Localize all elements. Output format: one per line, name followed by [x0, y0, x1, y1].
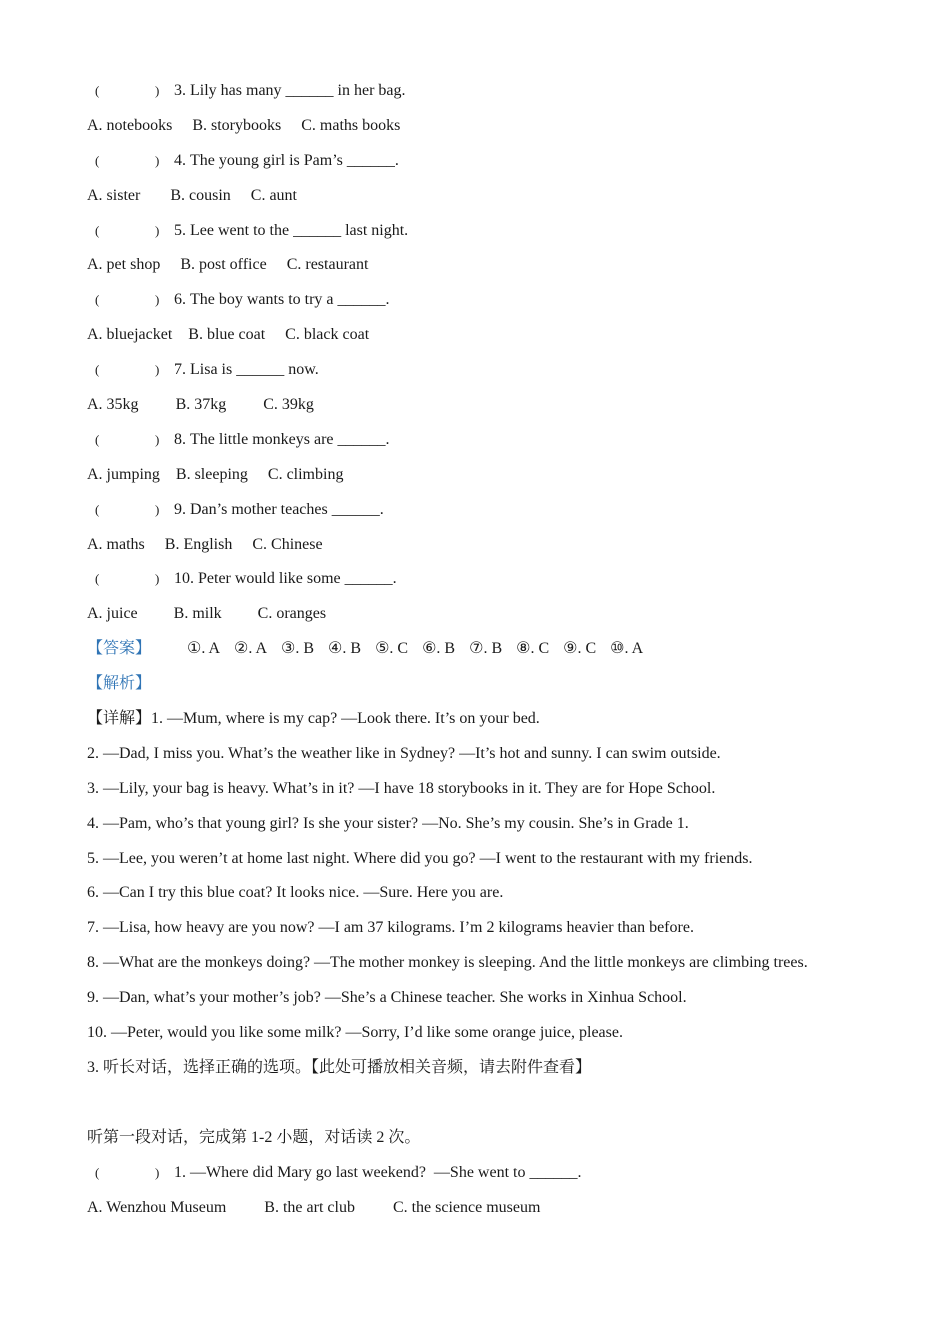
answer-parentheses: [87, 220, 174, 242]
option-a: A. Wenzhou Museum: [87, 1198, 227, 1216]
answer-item: ⑤. C: [375, 640, 409, 658]
paren-open: (: [95, 292, 100, 308]
paren-close: ): [155, 83, 160, 98]
answer-item: ⑦. B: [469, 640, 503, 658]
options-row: [87, 534, 887, 569]
answer-parentheses: [87, 150, 174, 172]
paren-close: ): [155, 571, 160, 587]
question-row: [87, 289, 887, 324]
option-b: B. blue coat: [188, 326, 266, 344]
options-row: [87, 603, 887, 638]
question-stem: Dan’s mother teaches ______.: [190, 500, 384, 518]
options-row: [87, 185, 887, 220]
option-a: A. jumping: [87, 465, 160, 483]
paren-close: ): [155, 292, 160, 308]
option-a: A. bluejacket: [87, 326, 173, 344]
detail-line: 2. —Dad, I miss you. What’s the weather like in Sydney? —It’s hot and sunny. I can swim outside.: [87, 744, 721, 762]
option-b: B. milk: [173, 605, 222, 623]
document-page: [87, 80, 887, 1231]
option-b: B. sleeping: [175, 465, 248, 483]
question-row: [87, 499, 887, 534]
question-stem: The little monkeys are ______.: [190, 430, 390, 448]
question-stem: —Where did Mary go last weekend? —She went to ______.: [190, 1163, 582, 1181]
answer-item: ④. B: [328, 640, 362, 658]
paren-close: ): [155, 222, 160, 238]
detail-line: 4. —Pam, who’s that young girl? Is she your sister? —No. She’s my cousin. She’s in Grade 1.: [87, 814, 689, 832]
options-row: [87, 464, 887, 499]
option-a: A. juice: [87, 605, 138, 623]
option-a: A. maths: [87, 535, 145, 553]
question-stem: The young girl is Pam’s ______.: [190, 151, 399, 169]
options-row: [87, 115, 887, 150]
option-a: A. sister: [87, 186, 141, 204]
section-intro: 听第一段对话，完成第 1-2 小题，对话读 2 次。: [87, 1128, 421, 1146]
question-stem: Lisa is ______ now.: [190, 361, 319, 379]
answer-item: ①. A: [187, 640, 221, 658]
answer-item: ⑧. C: [516, 640, 550, 658]
question-row: [87, 359, 887, 394]
answer-key-row: [87, 638, 887, 673]
detail-line: 5. —Lee, you weren’t at home last night. Where did you go? —I went to the restaurant with my friends.: [87, 849, 753, 867]
answer-parentheses: [87, 80, 174, 102]
question-stem: Lee went to the ______ last night.: [190, 221, 409, 239]
paren-open: (: [95, 501, 100, 517]
option-c: C. 39kg: [263, 396, 314, 414]
option-c: C. climbing: [267, 465, 344, 483]
question-row: [87, 429, 887, 464]
answer-item: ②. A: [234, 640, 268, 658]
question-stem: Peter would like some ______.: [198, 570, 397, 588]
paren-open: (: [95, 1164, 100, 1180]
option-c: C. restaurant: [286, 256, 369, 274]
question-number: 4.: [174, 151, 186, 169]
spacer: [87, 1092, 887, 1127]
paren-open: (: [95, 431, 100, 447]
option-c: C. Chinese: [252, 535, 323, 553]
question-row: [87, 150, 887, 185]
option-b: B. cousin: [170, 186, 231, 204]
answer-item: ③. B: [281, 640, 315, 658]
option-c: C. the science museum: [392, 1198, 541, 1216]
question-stem: Lily has many ______ in her bag.: [190, 82, 406, 99]
options-row: [87, 324, 887, 359]
question-number: 8.: [174, 430, 186, 448]
detail-line: 9. —Dan, what’s your mother’s job? —She’s a Chinese teacher. She works in Xinhua School.: [87, 989, 687, 1007]
paren-open: (: [95, 152, 100, 168]
detail-line: 10. —Peter, would you like some milk? —Sorry, I’d like some orange juice, please.: [87, 1024, 623, 1042]
paren-open: (: [95, 362, 100, 378]
analysis-label: 【解析】: [87, 675, 152, 693]
paren-open: (: [95, 571, 100, 587]
paren-close: ): [155, 152, 160, 168]
detail-line: 【详解】1. —Mum, where is my cap? —Look there. It’s on your bed.: [87, 710, 540, 728]
detail-line: 3. —Lily, your bag is heavy. What’s in it? —I have 18 storybooks in it. They are for Hope School.: [87, 779, 716, 797]
paren-close: ): [155, 1164, 160, 1180]
option-b: B. the art club: [264, 1198, 355, 1216]
option-b: B. 37kg: [175, 396, 227, 414]
detail-line: 7. —Lisa, how heavy are you now? —I am 37 kilograms. I’m 2 kilograms heavier than before.: [87, 919, 694, 937]
section-title: 3. 听长对话，选择正确的选项。【此处可播放相关音频，请去附件查看】: [87, 1058, 592, 1076]
paren-close: ): [155, 501, 160, 517]
options-row: [87, 254, 887, 289]
analysis-row: [87, 673, 887, 708]
question-row: [87, 220, 887, 255]
option-c: C. black coat: [285, 326, 370, 344]
answer-parentheses: [87, 568, 174, 590]
option-b: B. storybooks: [192, 116, 282, 134]
paren-close: ): [155, 362, 160, 378]
question-number: 10.: [174, 570, 194, 588]
option-c: C. maths books: [301, 116, 401, 134]
answer-label: 【答案】: [87, 640, 152, 658]
answer-parentheses: [87, 359, 174, 381]
question-number: 9.: [174, 500, 186, 518]
answer-item: ⑨. C: [563, 640, 597, 658]
answer-parentheses: [87, 289, 174, 311]
answer-parentheses: [87, 499, 174, 521]
detail-line: 8. —What are the monkeys doing? —The mother monkey is sleeping. And the little monkeys are climbing trees.: [87, 954, 808, 972]
question-stem: The boy wants to try a ______.: [190, 291, 390, 309]
option-b: B. post office: [180, 256, 267, 274]
option-c: C. aunt: [250, 186, 297, 204]
question-row: [87, 1162, 887, 1197]
answer-parentheses: [87, 1162, 174, 1184]
answer-item: ⑩. A: [610, 640, 644, 658]
paren-open: (: [95, 83, 100, 98]
option-a: A. 35kg: [87, 396, 139, 414]
paren-close: ): [155, 431, 160, 447]
option-c: C. oranges: [257, 605, 327, 623]
question-number: 3.: [174, 82, 186, 99]
question-row: [87, 568, 887, 603]
question-number: 1.: [174, 1163, 186, 1181]
option-a: A. pet shop: [87, 256, 161, 274]
answer-parentheses: [87, 429, 174, 451]
paren-open: (: [95, 222, 100, 238]
options-row: [87, 1197, 887, 1232]
options-row: [87, 394, 887, 429]
option-b: B. English: [164, 535, 233, 553]
question-row: [87, 80, 887, 115]
detail-line: 6. —Can I try this blue coat? It looks nice. —Sure. Here you are.: [87, 884, 504, 902]
question-number: 6.: [174, 291, 186, 309]
answer-item: ⑥. B: [422, 640, 456, 658]
question-number: 5.: [174, 221, 186, 239]
question-number: 7.: [174, 361, 186, 379]
option-a: A. notebooks: [87, 116, 173, 134]
